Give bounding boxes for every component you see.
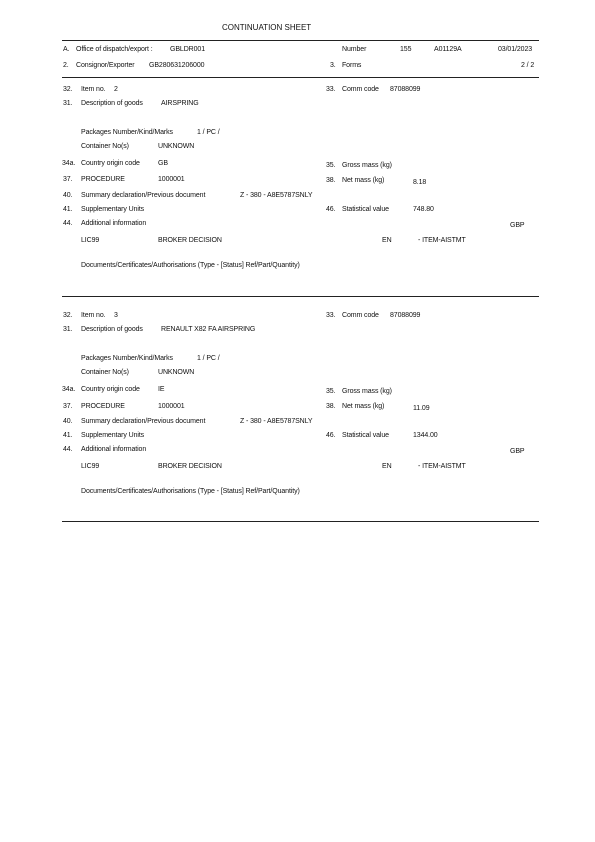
- supplementary-units-label: Supplementary Units: [81, 206, 145, 213]
- reference-value: A01129A: [434, 46, 462, 53]
- number-value: 155: [400, 46, 412, 53]
- header-bottom-rule: [62, 77, 539, 78]
- office-value: GBLDR001: [170, 46, 205, 53]
- consignor-label: Consignor/Exporter: [76, 62, 135, 69]
- item-no-value: 3: [114, 312, 118, 319]
- description-value: RENAULT X82 FA AIRSPRING: [161, 326, 256, 333]
- procedure-value: 1000001: [158, 176, 185, 183]
- field-38-number: 38.: [326, 403, 336, 410]
- origin-label: Country origin code: [81, 160, 140, 167]
- field-35-number: 35.: [326, 388, 336, 395]
- field-33-number: 33.: [326, 312, 336, 319]
- field-46-number: 46.: [326, 432, 336, 439]
- licence-code: LIC99: [81, 237, 100, 244]
- comm-code-label: Comm code: [342, 86, 379, 93]
- forms-value: 2 / 2: [521, 62, 535, 69]
- field-33-number: 33.: [326, 86, 336, 93]
- gross-mass-label: Gross mass (kg): [342, 388, 392, 395]
- field-44-number: 44.: [63, 446, 73, 453]
- supplementary-units-label: Supplementary Units: [81, 432, 145, 439]
- header-top-rule: [62, 40, 539, 41]
- field-31-number: 31.: [63, 100, 73, 107]
- forms-label: Forms: [342, 62, 362, 69]
- field-44-number: 44.: [63, 220, 73, 227]
- item-code: - ITEM-AISTMT: [418, 237, 466, 244]
- field-35-number: 35.: [326, 162, 336, 169]
- origin-label: Country origin code: [81, 386, 140, 393]
- item-no-label: Item no.: [81, 312, 106, 319]
- gross-mass-label: Gross mass (kg): [342, 162, 392, 169]
- office-label: Office of dispatch/export :: [76, 46, 153, 53]
- en-code: EN: [382, 463, 392, 470]
- description-value: AIRSPRING: [161, 100, 199, 107]
- field-46-number: 46.: [326, 206, 336, 213]
- field-41-number: 41.: [63, 206, 73, 213]
- packages-label: Packages Number/Kind/Marks: [81, 129, 173, 136]
- additional-info-label: Additional information: [81, 220, 147, 227]
- field-34a-number: 34a.: [62, 386, 76, 393]
- container-label: Container No(s): [81, 369, 129, 376]
- net-mass-value: 8.18: [413, 179, 427, 186]
- broker-decision: BROKER DECISION: [158, 463, 222, 470]
- net-mass-value: 11.09: [413, 405, 430, 412]
- statistical-value: 748.80: [413, 206, 434, 213]
- field-40-number: 40.: [63, 192, 73, 199]
- item-separator-rule: [62, 521, 539, 522]
- number-label: Number: [342, 46, 367, 53]
- field-3-number: 3.: [330, 62, 336, 69]
- broker-decision: BROKER DECISION: [158, 237, 222, 244]
- field-41-number: 41.: [63, 432, 73, 439]
- packages-label: Packages Number/Kind/Marks: [81, 355, 173, 362]
- currency-value: GBP: [510, 222, 525, 229]
- documents-label: Documents/Certificates/Authorisations (Type - [Status] Ref/Part/Quantity): [81, 262, 300, 269]
- date-value: 03/01/2023: [498, 46, 533, 53]
- currency-value: GBP: [510, 448, 525, 455]
- item-no-label: Item no.: [81, 86, 106, 93]
- origin-value: GB: [158, 160, 168, 167]
- description-label: Description of goods: [81, 326, 143, 333]
- statistical-value-label: Statistical value: [342, 206, 389, 213]
- field-a-number: A.: [63, 46, 70, 53]
- field-2-number: 2.: [63, 62, 69, 69]
- item-code: - ITEM-AISTMT: [418, 463, 466, 470]
- item-no-value: 2: [114, 86, 118, 93]
- additional-info-label: Additional information: [81, 446, 147, 453]
- item-separator-rule: [62, 296, 539, 297]
- field-32-number: 32.: [63, 312, 73, 319]
- comm-code-value: 87088099: [390, 86, 421, 93]
- field-37-number: 37.: [63, 176, 73, 183]
- container-label: Container No(s): [81, 143, 129, 150]
- licence-code: LIC99: [81, 463, 100, 470]
- packages-value: 1 / PC /: [197, 129, 220, 136]
- summary-declaration-value: Z - 380 - A8E5787SNLY: [240, 418, 313, 425]
- procedure-label: PROCEDURE: [81, 403, 125, 410]
- origin-value: IE: [158, 386, 165, 393]
- description-label: Description of goods: [81, 100, 143, 107]
- container-value: UNKNOWN: [158, 369, 195, 376]
- consignor-value: GB280631206000: [149, 62, 205, 69]
- container-value: UNKNOWN: [158, 143, 195, 150]
- comm-code-label: Comm code: [342, 312, 379, 319]
- field-38-number: 38.: [326, 177, 336, 184]
- net-mass-label: Net mass (kg): [342, 177, 385, 184]
- documents-label: Documents/Certificates/Authorisations (Type - [Status] Ref/Part/Quantity): [81, 488, 300, 495]
- procedure-value: 1000001: [158, 403, 185, 410]
- summary-declaration-value: Z - 380 - A8E5787SNLY: [240, 192, 313, 199]
- field-32-number: 32.: [63, 86, 73, 93]
- procedure-label: PROCEDURE: [81, 176, 125, 183]
- field-40-number: 40.: [63, 418, 73, 425]
- comm-code-value: 87088099: [390, 312, 421, 319]
- summary-declaration-label: Summary declaration/Previous document: [81, 192, 206, 199]
- statistical-value: 1344.00: [413, 432, 438, 439]
- en-code: EN: [382, 237, 392, 244]
- net-mass-label: Net mass (kg): [342, 403, 385, 410]
- field-37-number: 37.: [63, 403, 73, 410]
- page-title: CONTINUATION SHEET: [222, 23, 312, 32]
- field-31-number: 31.: [63, 326, 73, 333]
- field-34a-number: 34a.: [62, 160, 76, 167]
- summary-declaration-label: Summary declaration/Previous document: [81, 418, 206, 425]
- statistical-value-label: Statistical value: [342, 432, 389, 439]
- packages-value: 1 / PC /: [197, 355, 220, 362]
